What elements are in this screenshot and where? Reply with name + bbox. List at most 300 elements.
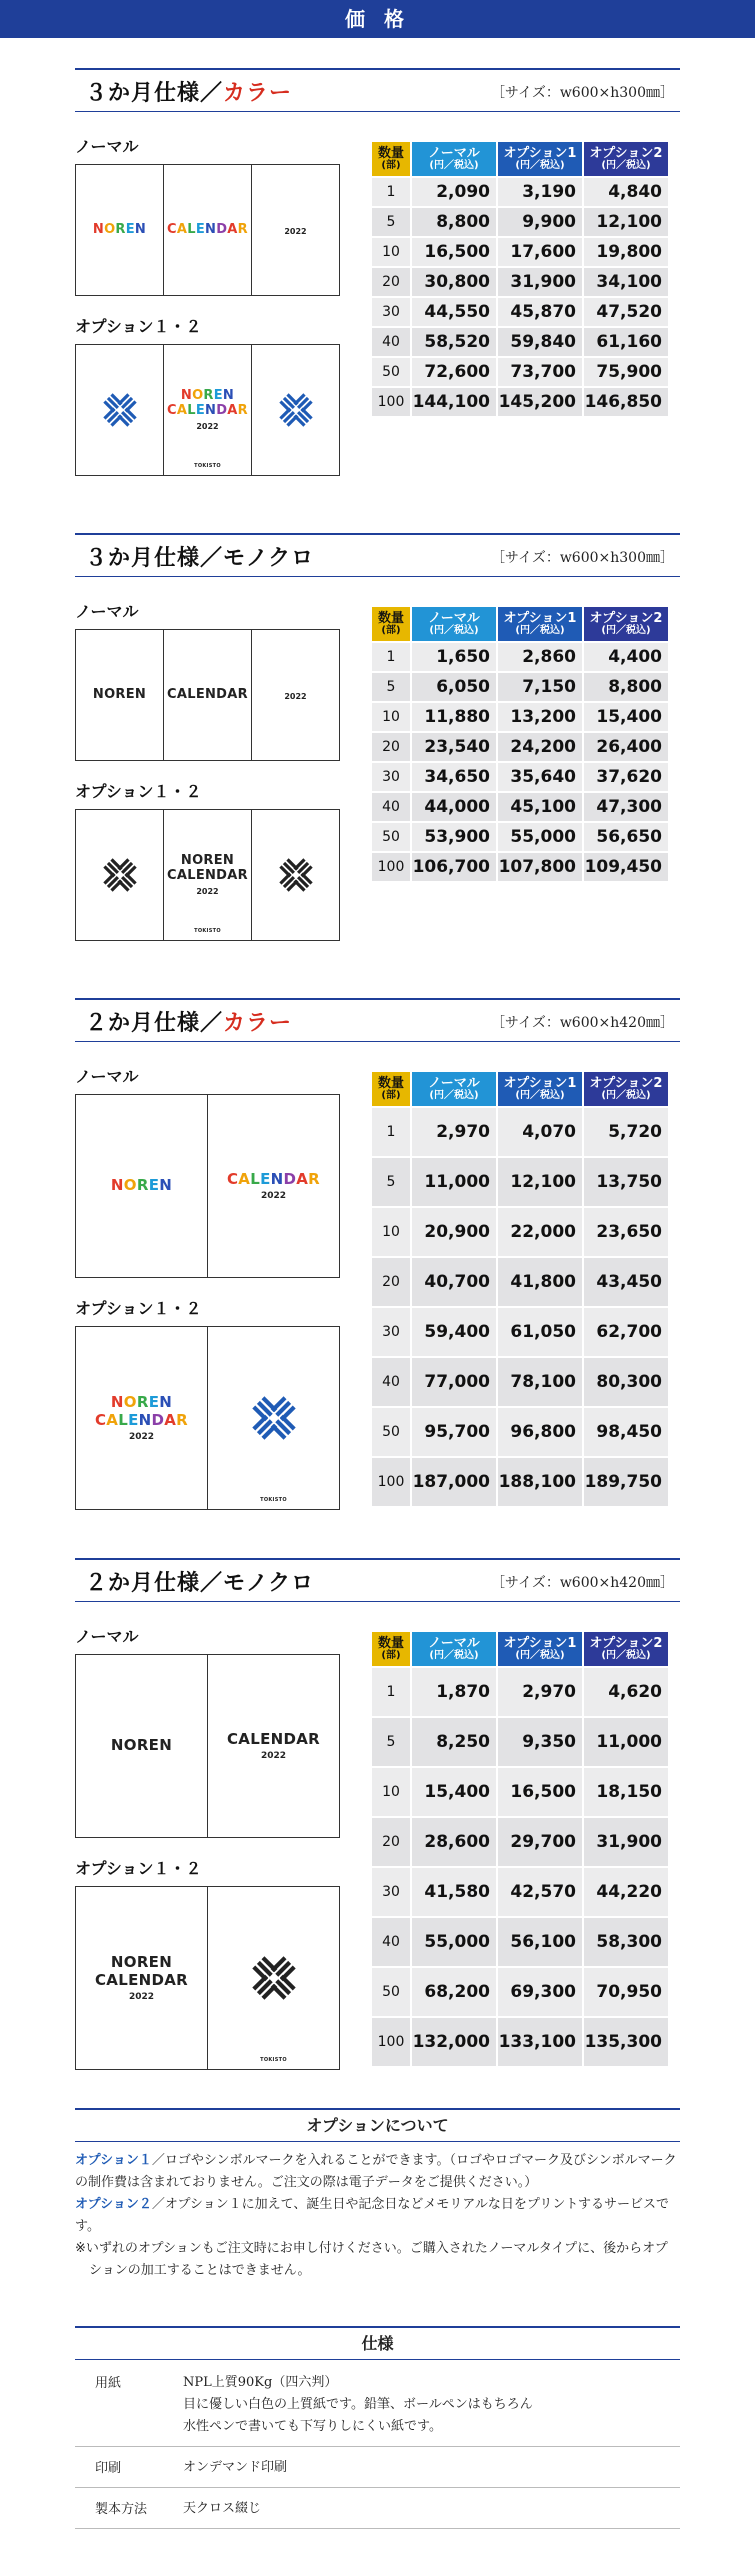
price-option2-cell: 5,720 xyxy=(584,1108,668,1156)
table-row xyxy=(372,238,668,266)
column-header-op2 xyxy=(584,1072,668,1106)
price-option1-cell: 56,100 xyxy=(498,1918,582,1966)
snowflake-mark-icon xyxy=(100,855,140,895)
quantity-cell: 5 xyxy=(372,1718,410,1766)
title-main: ２か月仕様／ xyxy=(85,1011,224,1036)
size-label: ［サイズ：w600×h420㎜］ xyxy=(490,1575,674,1591)
section-header xyxy=(75,68,680,112)
quantity-cell: 5 xyxy=(372,1158,410,1206)
quantity-cell: 40 xyxy=(372,1358,410,1406)
column-header-normal xyxy=(412,1632,496,1666)
header-unit: (円／税込) xyxy=(601,1089,651,1101)
header-label: 数量 xyxy=(377,1075,404,1091)
price-option1-cell: 35,640 xyxy=(498,763,582,791)
quantity-cell: 30 xyxy=(372,1308,410,1356)
section-3m-color xyxy=(75,68,680,488)
table-row xyxy=(372,1358,668,1406)
price-option2-cell: 135,300 xyxy=(584,2018,668,2066)
price-option2-cell: 8,800 xyxy=(584,673,668,701)
title-main: ３か月仕様／モノクロ xyxy=(85,546,315,571)
panel-center xyxy=(164,345,252,475)
price-normal-cell: 6,050 xyxy=(412,673,496,701)
calendar-mock-option xyxy=(75,1326,340,1510)
title-accent: カラー xyxy=(223,81,293,106)
price-normal-cell: 53,900 xyxy=(412,823,496,851)
panel-right xyxy=(208,1887,339,2069)
noren-word: NOREN xyxy=(110,1176,173,1195)
header-unit: (円／税込) xyxy=(601,1649,651,1661)
panel-left xyxy=(76,1655,208,1837)
table-row xyxy=(372,1108,668,1156)
option1-label: オプション１ xyxy=(75,2153,152,2168)
brand-logo-text: TOKISTO xyxy=(260,2057,287,2063)
price-normal-cell: 2,090 xyxy=(412,178,496,206)
snowflake-mark-icon xyxy=(276,390,316,430)
table-row xyxy=(372,643,668,671)
header-label: 数量 xyxy=(377,610,404,626)
table-row xyxy=(372,1868,668,1916)
column-header-op1 xyxy=(498,142,582,176)
price-option2-cell: 44,220 xyxy=(584,1868,668,1916)
size-label: ［サイズ：w600×h300㎜］ xyxy=(490,550,674,566)
normal-label: ノーマル xyxy=(75,137,139,156)
spec-line: オンデマンド印刷 xyxy=(183,2460,288,2475)
noren-word: NOREN xyxy=(110,1393,173,1412)
quantity-cell: 20 xyxy=(372,733,410,761)
calendar-mock-normal xyxy=(75,1654,340,1838)
calendar-word: CALENDAR xyxy=(167,686,248,702)
table-header-row xyxy=(372,1632,668,1666)
table-row xyxy=(372,1768,668,1816)
table-row xyxy=(372,1208,668,1256)
option2-desc xyxy=(75,2194,680,2238)
table-row xyxy=(372,853,668,881)
calendar-word: CALENDAR xyxy=(167,221,248,237)
quantity-cell: 5 xyxy=(372,208,410,236)
price-option2-cell: 18,150 xyxy=(584,1768,668,1816)
column-header-qty xyxy=(372,1072,410,1106)
header-unit: (円／税込) xyxy=(601,159,651,171)
column-header-normal xyxy=(412,142,496,176)
table-row xyxy=(372,763,668,791)
header-label: オプション2 xyxy=(589,1075,663,1091)
section-header xyxy=(75,1558,680,1602)
price-option1-cell: 133,100 xyxy=(498,2018,582,2066)
price-normal-cell: 132,000 xyxy=(412,2018,496,2066)
spec-value xyxy=(183,2372,680,2438)
table-row xyxy=(372,1668,668,1716)
price-option2-cell: 47,300 xyxy=(584,793,668,821)
header-label: ノーマル xyxy=(428,1635,480,1651)
quantity-cell: 1 xyxy=(372,178,410,206)
calendar-word: CALENDAR xyxy=(226,1169,321,1188)
table-row xyxy=(372,1718,668,1766)
quantity-cell: 10 xyxy=(372,1768,410,1816)
header-label: 数量 xyxy=(377,1635,404,1651)
panel-left xyxy=(76,345,164,475)
price-option2-cell: 189,750 xyxy=(584,1458,668,1506)
normal-label: ノーマル xyxy=(75,602,139,621)
header-label: オプション1 xyxy=(503,610,577,626)
price-option1-cell: 78,100 xyxy=(498,1358,582,1406)
price-option1-cell: 42,570 xyxy=(498,1868,582,1916)
brand-logo-text: TOKISTO xyxy=(194,463,221,469)
panel-left xyxy=(76,810,164,940)
price-option2-cell: 75,900 xyxy=(584,358,668,386)
header-unit: (円／税込) xyxy=(429,624,479,636)
header-label: オプション2 xyxy=(589,1635,663,1651)
price-option2-cell: 23,650 xyxy=(584,1208,668,1256)
table-row xyxy=(372,208,668,236)
header-label: 数量 xyxy=(377,145,404,161)
header-unit: (円／税込) xyxy=(515,159,565,171)
price-normal-cell: 77,000 xyxy=(412,1358,496,1406)
table-row xyxy=(372,298,668,326)
panel-center xyxy=(164,630,252,760)
header-unit: (円／税込) xyxy=(515,1649,565,1661)
table-row xyxy=(372,1408,668,1456)
table-row xyxy=(372,1308,668,1356)
quantity-cell: 100 xyxy=(372,1458,410,1506)
snowflake-mark-icon xyxy=(248,1392,300,1444)
option1-text: ／ロゴやシンボルマークを入れることができます。（ロゴやロゴマーク及びシンボルマークの制作費は含まれておりません。ご注文の際は電子データをご提供ください。） xyxy=(75,2153,677,2190)
panel-right xyxy=(208,1095,339,1277)
price-option1-cell: 31,900 xyxy=(498,268,582,296)
noren-word: NOREN xyxy=(110,1953,173,1972)
header-unit: (部) xyxy=(381,1089,401,1101)
price-option1-cell: 59,840 xyxy=(498,328,582,356)
section-2m-mono xyxy=(75,1558,680,2098)
calendar-word: CALENDAR xyxy=(167,868,248,883)
header-unit: (円／税込) xyxy=(601,624,651,636)
price-option2-cell: 4,840 xyxy=(584,178,668,206)
column-header-normal xyxy=(412,1072,496,1106)
quantity-cell: 20 xyxy=(372,1258,410,1306)
brand-logo-text: TOKISTO xyxy=(194,928,221,934)
quantity-cell: 10 xyxy=(372,1208,410,1256)
calendar-mock-normal xyxy=(75,1094,340,1278)
quantity-cell: 40 xyxy=(372,793,410,821)
price-option2-cell: 80,300 xyxy=(584,1358,668,1406)
year-text: 2022 xyxy=(284,692,307,701)
year-text: 2022 xyxy=(196,421,219,431)
quantity-cell: 50 xyxy=(372,1968,410,2016)
price-normal-cell: 8,800 xyxy=(412,208,496,236)
price-option1-cell: 107,800 xyxy=(498,853,582,881)
calendar-word: CALENDAR xyxy=(167,403,248,418)
calendar-mock-normal xyxy=(75,629,340,761)
table-row xyxy=(372,1158,668,1206)
column-header-qty xyxy=(372,142,410,176)
price-option1-cell: 29,700 xyxy=(498,1818,582,1866)
price-normal-cell: 1,650 xyxy=(412,643,496,671)
option-label: オプション１・２ xyxy=(75,782,202,801)
header-label: ノーマル xyxy=(428,1075,480,1091)
year-text: 2022 xyxy=(196,886,219,896)
price-normal-cell: 55,000 xyxy=(412,1918,496,1966)
price-option2-cell: 19,800 xyxy=(584,238,668,266)
price-table xyxy=(370,1630,670,2068)
noren-word: NOREN xyxy=(110,1736,173,1755)
noren-word: NOREN xyxy=(180,388,235,404)
panel-right xyxy=(252,345,339,475)
column-header-op1 xyxy=(498,607,582,641)
column-header-qty xyxy=(372,1632,410,1666)
price-normal-cell: 11,000 xyxy=(412,1158,496,1206)
quantity-cell: 50 xyxy=(372,1408,410,1456)
price-option1-cell: 188,100 xyxy=(498,1458,582,1506)
spec-key: 製本方法 xyxy=(95,2502,148,2517)
spec-line: 水性ペンで書いても下写りしにくい紙です。 xyxy=(183,2419,442,2434)
header-unit: (円／税込) xyxy=(429,159,479,171)
spec-table xyxy=(75,2362,680,2529)
price-option2-cell: 70,950 xyxy=(584,1968,668,2016)
quantity-cell: 1 xyxy=(372,1108,410,1156)
price-option1-cell: 145,200 xyxy=(498,388,582,416)
normal-label: ノーマル xyxy=(75,1067,139,1086)
price-normal-cell: 187,000 xyxy=(412,1458,496,1506)
price-option1-cell: 96,800 xyxy=(498,1408,582,1456)
options-text xyxy=(75,2150,680,2282)
size-label: ［サイズ：w600×h420㎜］ xyxy=(490,1015,674,1031)
table-row xyxy=(372,1918,668,1966)
header-label: オプション1 xyxy=(503,145,577,161)
price-option2-cell: 43,450 xyxy=(584,1258,668,1306)
column-header-op1 xyxy=(498,1072,582,1106)
section-title xyxy=(85,541,314,572)
quantity-cell: 30 xyxy=(372,763,410,791)
price-table xyxy=(370,140,670,418)
price-option1-cell: 4,070 xyxy=(498,1108,582,1156)
price-normal-cell: 15,400 xyxy=(412,1768,496,1816)
header-label: オプション1 xyxy=(503,1635,577,1651)
price-option1-cell: 13,200 xyxy=(498,703,582,731)
header-unit: (部) xyxy=(381,1649,401,1661)
quantity-cell: 100 xyxy=(372,388,410,416)
size-label: ［サイズ：w600×h300㎜］ xyxy=(490,85,674,101)
price-normal-cell: 40,700 xyxy=(412,1258,496,1306)
column-header-op2 xyxy=(584,142,668,176)
spec-line: 目に優しい白色の上質紙です。鉛筆、ボールペンはもちろん xyxy=(183,2397,533,2412)
spec-key: 用紙 xyxy=(95,2376,122,2391)
price-normal-cell: 44,000 xyxy=(412,793,496,821)
section-title xyxy=(85,1566,314,1597)
table-header-row xyxy=(372,1072,668,1106)
title-accent: カラー xyxy=(223,1011,293,1036)
price-option2-cell: 98,450 xyxy=(584,1408,668,1456)
price-option2-cell: 31,900 xyxy=(584,1818,668,1866)
section-header xyxy=(75,533,680,577)
section-title xyxy=(85,1006,292,1037)
header-unit: (円／税込) xyxy=(429,1089,479,1101)
year-text: 2022 xyxy=(260,1751,287,1762)
quantity-cell: 1 xyxy=(372,643,410,671)
option1-desc xyxy=(75,2150,680,2194)
price-option2-cell: 56,650 xyxy=(584,823,668,851)
header-label: オプション1 xyxy=(503,1075,577,1091)
normal-label: ノーマル xyxy=(75,1627,139,1646)
calendar-mock-option xyxy=(75,809,340,941)
price-option1-cell: 45,870 xyxy=(498,298,582,326)
calendar-mock-option xyxy=(75,1886,340,2070)
column-header-op2 xyxy=(584,1632,668,1666)
price-option1-cell: 16,500 xyxy=(498,1768,582,1816)
option-label: オプション１・２ xyxy=(75,1299,202,1318)
panel-right xyxy=(252,165,339,295)
year-text: 2022 xyxy=(260,1191,287,1202)
spec-line: 天クロス綴じ xyxy=(183,2501,262,2516)
price-normal-cell: 72,600 xyxy=(412,358,496,386)
calendar-word: CALENDAR xyxy=(95,1970,188,1989)
price-normal-cell: 11,880 xyxy=(412,703,496,731)
header-unit: (円／税込) xyxy=(515,1089,565,1101)
price-option2-cell: 15,400 xyxy=(584,703,668,731)
panel-center xyxy=(164,810,252,940)
calendar-mock-normal xyxy=(75,164,340,296)
noren-word: NOREN xyxy=(92,221,147,237)
panel-left xyxy=(76,1327,208,1509)
price-option2-cell: 146,850 xyxy=(584,388,668,416)
column-header-normal xyxy=(412,607,496,641)
calendar-mock-option xyxy=(75,344,340,476)
panel-left xyxy=(76,630,164,760)
price-table xyxy=(370,605,670,883)
price-option2-cell: 109,450 xyxy=(584,853,668,881)
spec-value xyxy=(183,2457,680,2479)
snowflake-mark-icon xyxy=(248,1952,300,2004)
option2-label: オプション２ xyxy=(75,2197,152,2212)
snowflake-mark-icon xyxy=(276,855,316,895)
price-normal-cell: 59,400 xyxy=(412,1308,496,1356)
price-option2-cell: 13,750 xyxy=(584,1158,668,1206)
quantity-cell: 1 xyxy=(372,1668,410,1716)
header-unit: (部) xyxy=(381,624,401,636)
table-row xyxy=(372,733,668,761)
calendar-word: CALENDAR xyxy=(227,1729,320,1748)
calendar-word: CALENDAR xyxy=(94,1410,189,1429)
table-row xyxy=(372,823,668,851)
noren-word: NOREN xyxy=(92,686,147,702)
header-label: ノーマル xyxy=(428,145,480,161)
price-option1-cell: 22,000 xyxy=(498,1208,582,1256)
panel-right xyxy=(252,630,339,760)
year-text: 2022 xyxy=(128,1991,155,2002)
price-option2-cell: 26,400 xyxy=(584,733,668,761)
table-row xyxy=(372,1258,668,1306)
spec-row-binding xyxy=(75,2488,680,2529)
price-normal-cell: 1,870 xyxy=(412,1668,496,1716)
table-row xyxy=(372,388,668,416)
price-normal-cell: 106,700 xyxy=(412,853,496,881)
brand-logo-text: TOKISTO xyxy=(260,1497,287,1503)
section-title xyxy=(85,76,292,107)
options-note: ※いずれのオプションもご注文時にお申し付けください。ご購入されたノーマルタイプに、後からオプションの加工することはできません。 xyxy=(75,2241,668,2278)
price-option1-cell: 41,800 xyxy=(498,1258,582,1306)
section-3m-mono xyxy=(75,533,680,953)
section-header xyxy=(75,998,680,1042)
quantity-cell: 20 xyxy=(372,1818,410,1866)
quantity-cell: 50 xyxy=(372,358,410,386)
table-row xyxy=(372,1818,668,1866)
table-header-row xyxy=(372,142,668,176)
panel-right xyxy=(208,1327,339,1509)
price-option1-cell: 3,190 xyxy=(498,178,582,206)
price-option2-cell: 47,520 xyxy=(584,298,668,326)
table-row xyxy=(372,1458,668,1506)
table-row xyxy=(372,2018,668,2066)
year-text: 2022 xyxy=(128,1431,155,1442)
spec-heading: 仕様 xyxy=(75,2326,680,2360)
option2-text: ／オプション１に加えて、誕生日や記念日などメモリアルな日をプリントするサービスです。 xyxy=(75,2197,669,2234)
price-normal-cell: 20,900 xyxy=(412,1208,496,1256)
price-option1-cell: 69,300 xyxy=(498,1968,582,2016)
quantity-cell: 50 xyxy=(372,823,410,851)
panel-left xyxy=(76,1887,208,2069)
price-option2-cell: 62,700 xyxy=(584,1308,668,1356)
header-label: ノーマル xyxy=(428,610,480,626)
table-row xyxy=(372,1968,668,2016)
option-label: オプション１・２ xyxy=(75,1859,202,1878)
price-table xyxy=(370,1070,670,1508)
price-option1-cell: 9,900 xyxy=(498,208,582,236)
spec-row-paper xyxy=(75,2362,680,2447)
price-normal-cell: 23,540 xyxy=(412,733,496,761)
quantity-cell: 10 xyxy=(372,703,410,731)
price-option1-cell: 9,350 xyxy=(498,1718,582,1766)
spec-row-print xyxy=(75,2447,680,2488)
price-option1-cell: 12,100 xyxy=(498,1158,582,1206)
price-option1-cell: 2,970 xyxy=(498,1668,582,1716)
quantity-cell: 5 xyxy=(372,673,410,701)
panel-center xyxy=(164,165,252,295)
column-header-op1 xyxy=(498,1632,582,1666)
price-option1-cell: 24,200 xyxy=(498,733,582,761)
option-label: オプション１・２ xyxy=(75,317,202,336)
price-normal-cell: 28,600 xyxy=(412,1818,496,1866)
table-header-row xyxy=(372,607,668,641)
table-row xyxy=(372,268,668,296)
price-option2-cell: 11,000 xyxy=(584,1718,668,1766)
spec-line: NPL上質90Kg（四六判） xyxy=(183,2375,338,2390)
noren-word: NOREN xyxy=(180,853,235,869)
quantity-cell: 40 xyxy=(372,328,410,356)
table-row xyxy=(372,358,668,386)
price-normal-cell: 34,650 xyxy=(412,763,496,791)
price-option2-cell: 37,620 xyxy=(584,763,668,791)
panel-right xyxy=(252,810,339,940)
price-option1-cell: 7,150 xyxy=(498,673,582,701)
price-option1-cell: 45,100 xyxy=(498,793,582,821)
quantity-cell: 100 xyxy=(372,2018,410,2066)
quantity-cell: 30 xyxy=(372,298,410,326)
column-header-op2 xyxy=(584,607,668,641)
title-main: ２か月仕様／モノクロ xyxy=(85,1571,315,1596)
column-header-qty xyxy=(372,607,410,641)
price-option1-cell: 73,700 xyxy=(498,358,582,386)
header-unit: (円／税込) xyxy=(515,624,565,636)
table-row xyxy=(372,793,668,821)
options-heading: オプションについて xyxy=(75,2108,680,2142)
price-normal-cell: 68,200 xyxy=(412,1968,496,2016)
panel-left xyxy=(76,1095,208,1277)
snowflake-mark-icon xyxy=(100,390,140,430)
panel-left xyxy=(76,165,164,295)
price-banner: 価 格 xyxy=(0,0,755,38)
price-normal-cell: 144,100 xyxy=(412,388,496,416)
table-row xyxy=(372,178,668,206)
header-unit: (部) xyxy=(381,159,401,171)
header-unit: (円／税込) xyxy=(429,1649,479,1661)
